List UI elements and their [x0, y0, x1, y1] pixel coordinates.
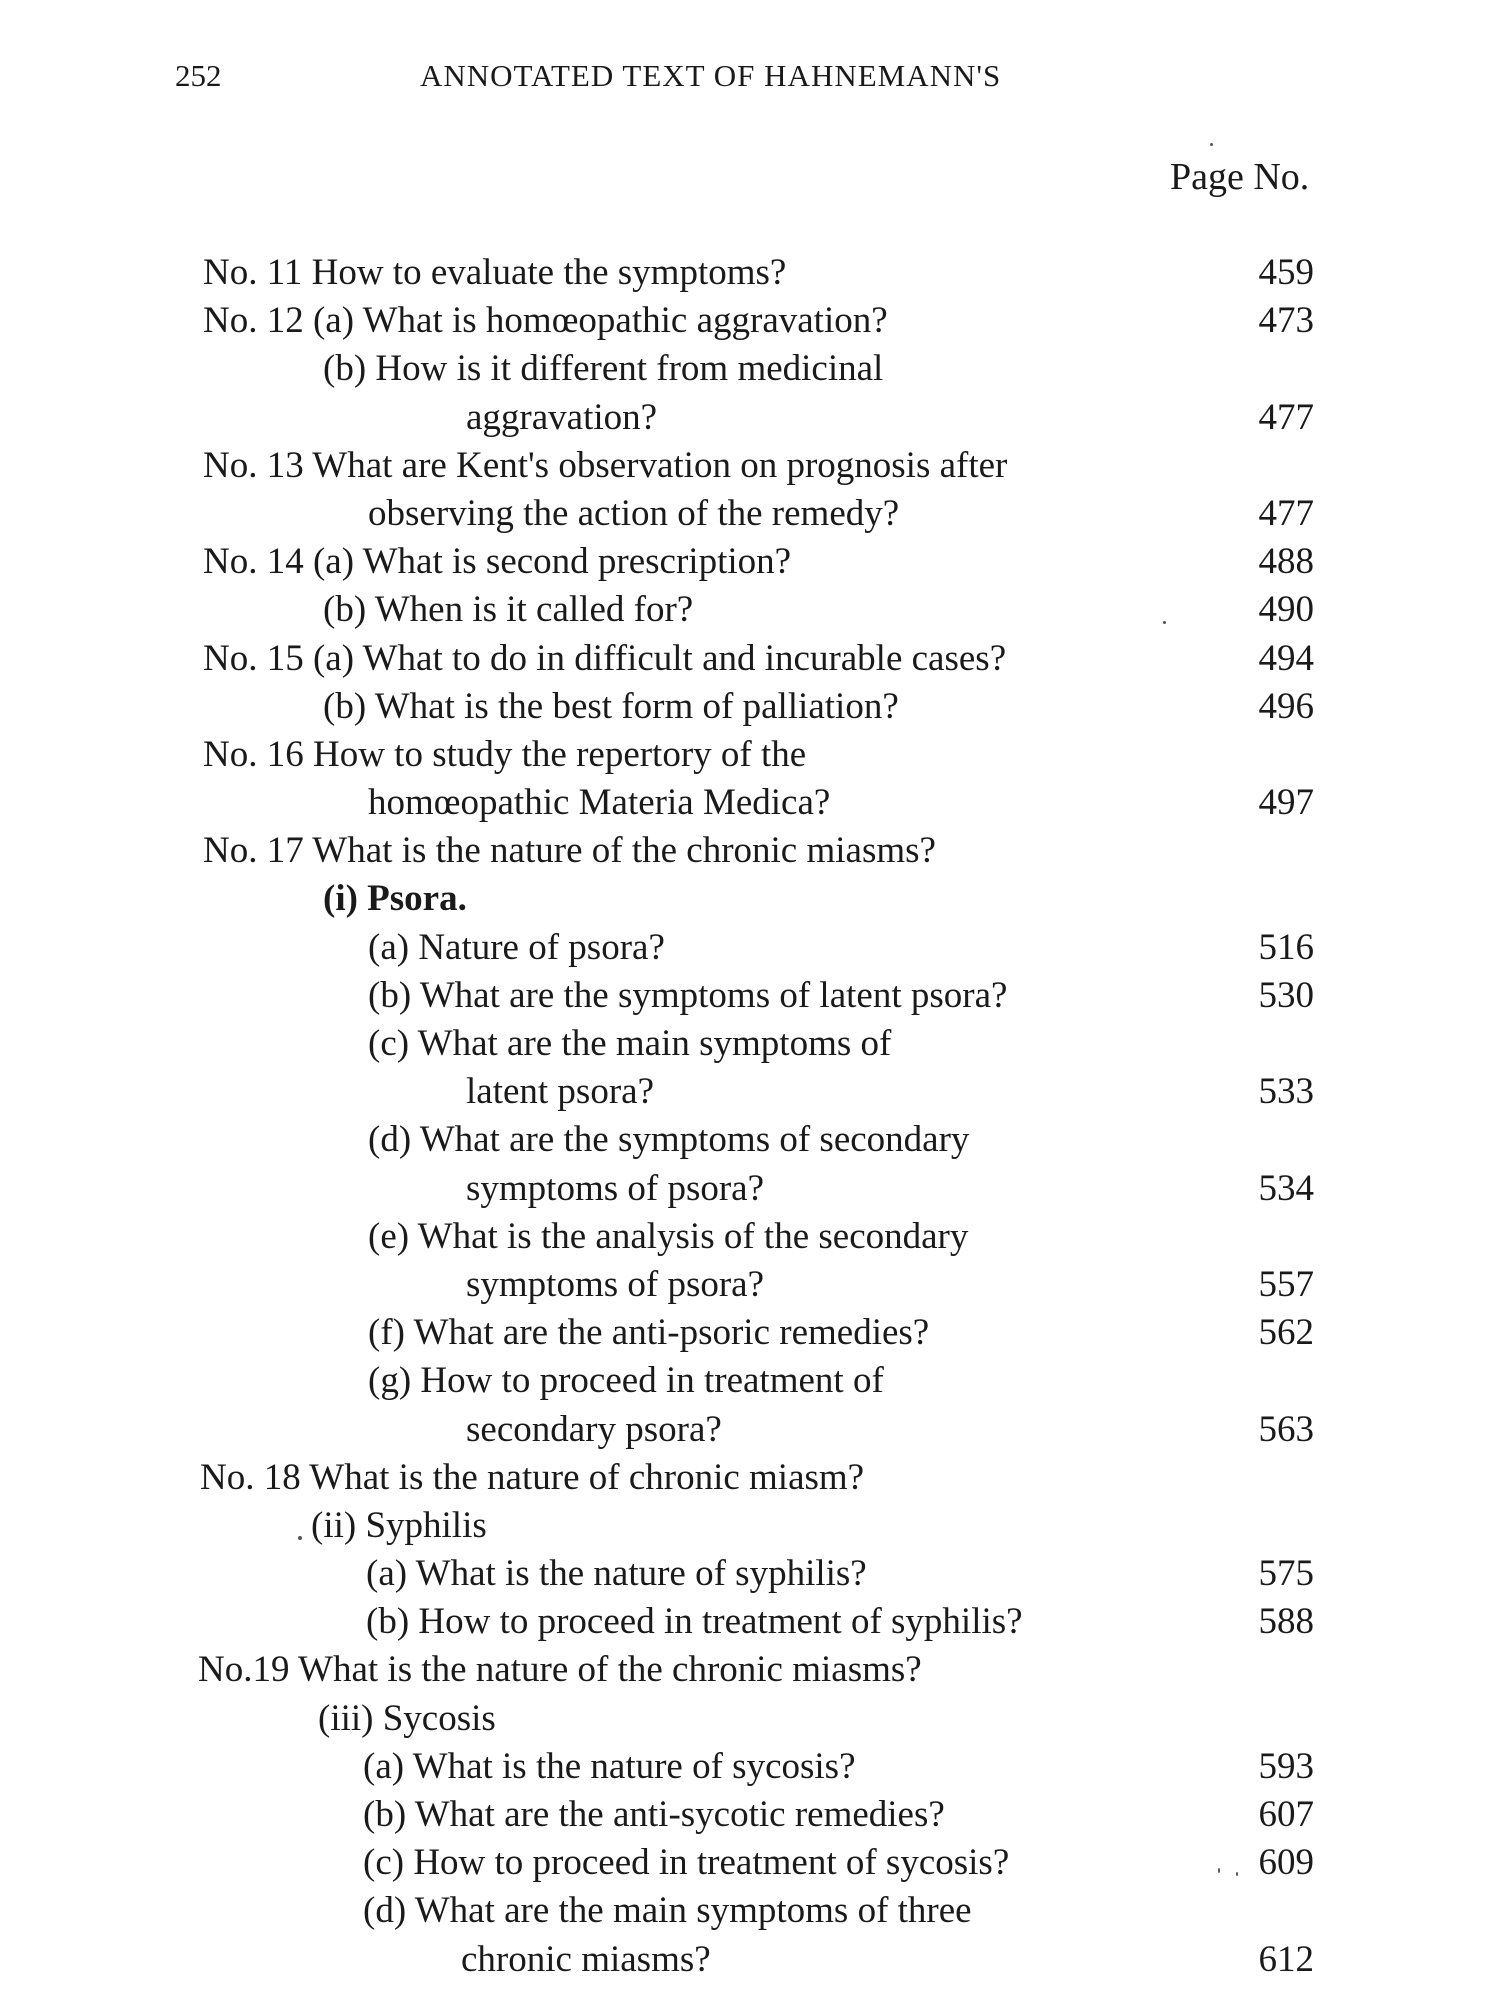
- print-speck: [298, 1536, 302, 1540]
- toc-entry-19d-cont: [0, 1936, 1500, 1984]
- entry-text: No. 17 What is the nature of the chronic miasms?: [203, 830, 936, 872]
- toc-entry-19: [0, 1646, 1500, 1694]
- entry-text: No. 14 (a) What is second prescription?: [203, 541, 792, 583]
- entry-text: (g) How to proceed in treatment of: [368, 1360, 884, 1402]
- entry-page: 459: [1258, 252, 1314, 293]
- entry-text: observing the action of the remedy?: [368, 492, 900, 534]
- entry-text: (c) How to proceed in treatment of sycosis?: [363, 1842, 1010, 1884]
- toc-entry-16-cont: [0, 779, 1500, 827]
- toc-subheading-psora: [0, 875, 1500, 923]
- toc-subheading-syphilis: [0, 1502, 1500, 1550]
- entry-text: (b) What are the anti-sycotic remedies?: [363, 1794, 945, 1835]
- entry-page: 497: [1258, 782, 1314, 824]
- toc-entry-17d-cont: [0, 1165, 1500, 1213]
- entry-page: 562: [1258, 1312, 1314, 1354]
- toc-entry-13: [0, 442, 1500, 490]
- entry-text: (a) What is the nature of sycosis?: [363, 1745, 856, 1787]
- page-no-column-heading: Page No.: [1170, 156, 1310, 198]
- entry-text: (f) What are the anti-psoric remedies?: [368, 1312, 930, 1354]
- entry-text: (ii) Syphilis: [311, 1504, 487, 1546]
- toc-entry-18b: [0, 1598, 1500, 1646]
- entry-page: 473: [1258, 300, 1314, 342]
- toc-entry-15a: [0, 635, 1500, 683]
- entry-text: No. 15 (a) What to do in difficult and incurable cases?: [203, 637, 1007, 679]
- entry-text: (b) What are the symptoms of latent psora?: [368, 974, 1008, 1016]
- entry-text: (i) Psora.: [323, 878, 467, 920]
- toc-entry-16: [0, 731, 1500, 779]
- entry-page: 494: [1258, 637, 1314, 679]
- entry-text: No. 12 (a) What is homœopathic aggravation?: [203, 300, 888, 342]
- entry-page: 488: [1258, 541, 1314, 583]
- entry-text: (a) Nature of psora?: [368, 926, 665, 968]
- toc-entry-15b: [0, 683, 1500, 731]
- toc-entry-11: [0, 249, 1500, 297]
- entry-page: 557: [1258, 1263, 1314, 1305]
- entry-text: symptoms of psora?: [466, 1167, 765, 1209]
- page-number: 252: [175, 58, 222, 93]
- toc-entry-17c-cont: [0, 1068, 1500, 1116]
- print-speck: [1163, 621, 1166, 624]
- toc-entry-12b: [0, 345, 1500, 393]
- entry-page: 516: [1258, 926, 1314, 968]
- toc-entry-17f: [0, 1309, 1500, 1357]
- entry-page: 534: [1258, 1167, 1314, 1209]
- entry-text: (b) How is it different from medicinal: [323, 348, 884, 390]
- toc-entry-19c: [0, 1839, 1500, 1887]
- entry-text: homœopathic Materia Medica?: [368, 782, 831, 824]
- entry-text: No. 13 What are Kent's observation on prognosis after: [203, 444, 1008, 486]
- entry-text: (c) What are the main symptoms of: [368, 1023, 892, 1064]
- entry-text: (b) How to proceed in treatment of syphilis?: [366, 1601, 1023, 1643]
- toc-entry-17: [0, 827, 1500, 875]
- entry-text: (b) When is it called for?: [323, 589, 694, 631]
- toc-entry-19b: [0, 1791, 1500, 1839]
- toc-entry-12b-cont: [0, 394, 1500, 442]
- toc-entry-17g-cont: [0, 1406, 1500, 1454]
- toc-entry-18: [0, 1454, 1500, 1502]
- entry-page: 575: [1258, 1553, 1314, 1595]
- toc-entry-17a: [0, 924, 1500, 972]
- entry-text: aggravation?: [466, 396, 658, 438]
- entry-page: 607: [1258, 1794, 1314, 1835]
- toc-entry-17e: [0, 1213, 1500, 1261]
- toc-entry-14a: [0, 538, 1500, 586]
- table-of-contents: [0, 249, 1500, 1984]
- toc-entry-19d: [0, 1887, 1500, 1935]
- entry-text: (d) What are the symptoms of secondary: [368, 1119, 970, 1161]
- toc-entry-18a: [0, 1550, 1500, 1598]
- toc-entry-17e-cont: [0, 1261, 1500, 1309]
- entry-text: (e) What is the analysis of the secondary: [368, 1215, 969, 1257]
- entry-text: (b) What is the best form of palliation?: [323, 685, 899, 727]
- entry-page: 496: [1258, 685, 1314, 727]
- entry-text: (a) What is the nature of syphilis?: [366, 1553, 867, 1595]
- toc-entry-17c: [0, 1020, 1500, 1068]
- entry-page: 588: [1258, 1601, 1314, 1643]
- toc-entry-17b: [0, 972, 1500, 1020]
- print-speck: [1210, 143, 1213, 146]
- print-speck: [1218, 1868, 1220, 1873]
- entry-page: 593: [1258, 1745, 1314, 1787]
- entry-text: No. 16 How to study the repertory of the: [203, 733, 807, 775]
- entry-page: 530: [1258, 974, 1314, 1016]
- entry-text: No.19 What is the nature of the chronic miasms?: [198, 1649, 922, 1691]
- entry-page: 490: [1258, 589, 1314, 631]
- toc-entry-14b: [0, 586, 1500, 634]
- running-title: ANNOTATED TEXT OF HAHNEMANN'S: [420, 58, 1002, 93]
- print-speck: [1236, 1872, 1238, 1876]
- toc-subheading-sycosis: [0, 1695, 1500, 1743]
- entry-text: symptoms of psora?: [466, 1263, 765, 1305]
- toc-entry-17d: [0, 1116, 1500, 1164]
- entry-page: 533: [1258, 1071, 1314, 1113]
- entry-text: No. 11 How to evaluate the symptoms?: [203, 252, 787, 293]
- entry-page: 477: [1258, 396, 1314, 438]
- entry-text: secondary psora?: [466, 1408, 722, 1450]
- entry-text: (iii) Sycosis: [318, 1697, 496, 1739]
- toc-entry-12a: [0, 297, 1500, 345]
- entry-text: No. 18 What is the nature of chronic miasm?: [200, 1456, 865, 1498]
- toc-entry-13-cont: [0, 490, 1500, 538]
- entry-text: (d) What are the main symptoms of three: [363, 1890, 972, 1932]
- entry-text: chronic miasms?: [461, 1938, 711, 1980]
- entry-page: 612: [1258, 1938, 1314, 1980]
- toc-entry-19a: [0, 1743, 1500, 1791]
- entry-page: 609: [1258, 1842, 1314, 1884]
- toc-entry-17g: [0, 1357, 1500, 1405]
- entry-text: latent psora?: [466, 1071, 654, 1113]
- entry-page: 563: [1258, 1408, 1314, 1450]
- entry-page: 477: [1258, 492, 1314, 534]
